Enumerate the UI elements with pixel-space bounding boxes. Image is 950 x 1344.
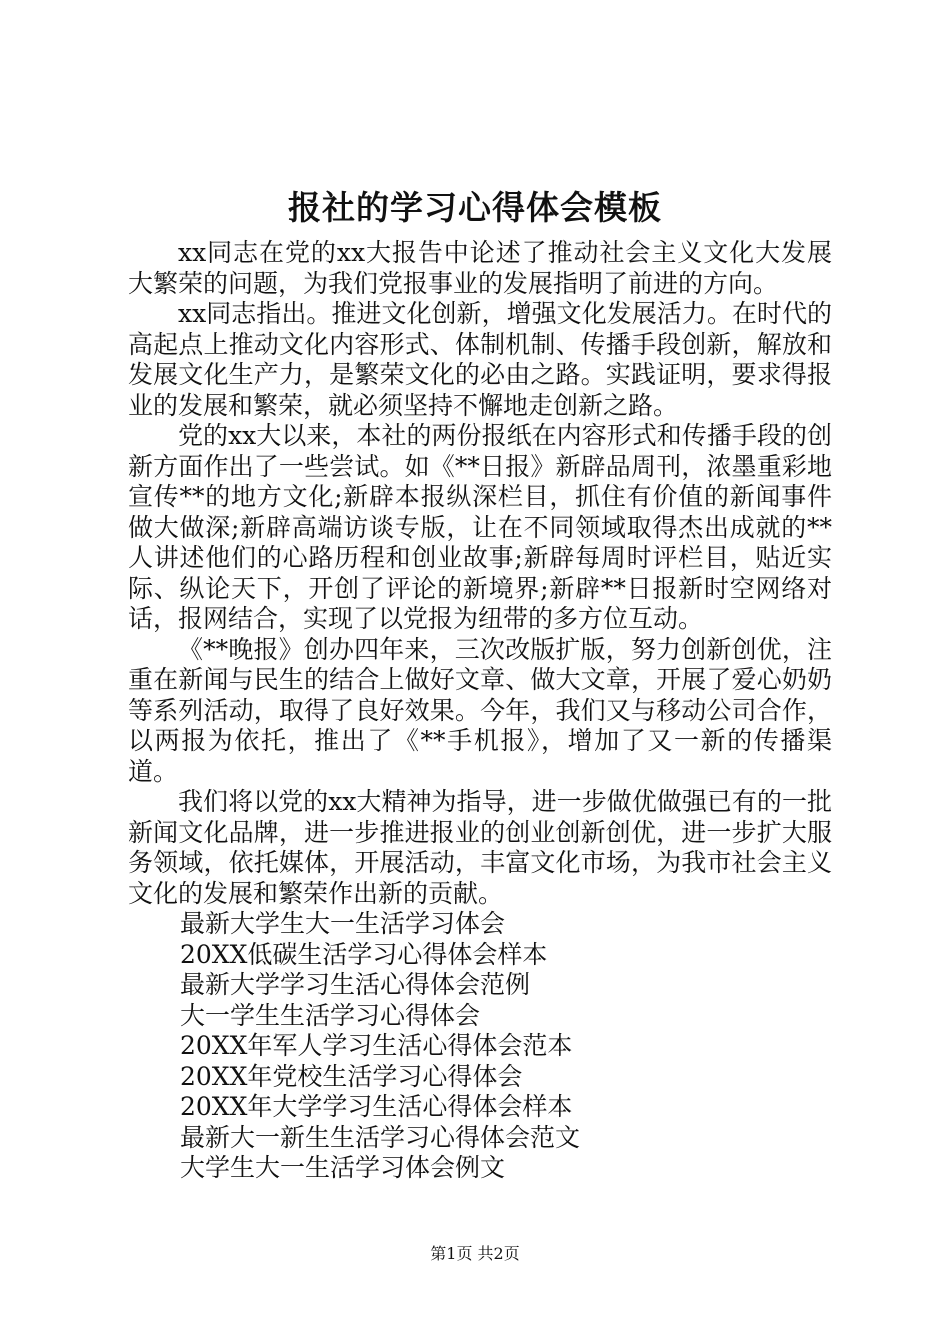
- document-title: 报社的学习心得体会模板: [288, 188, 662, 227]
- related-article-link[interactable]: 20XX低碳生活学习心得体会样本: [180, 939, 548, 969]
- related-articles-list: [128, 909, 832, 1184]
- related-article-link[interactable]: 20XX年军人学习生活心得体会范本: [180, 1031, 573, 1060]
- page-number-footer: 第1页 共2页: [430, 1244, 520, 1263]
- paragraph-5: 我们将以党的xx大精神为指导，进一步做优做强已有的一批新闻文化品牌，进一步推进报业的创业创新创优，进一步扩大服务领域，依托媒体，开展活动，丰富文化市场，为我市社会主义文化的发展和繁荣作出新的贡献。: [128, 787, 832, 908]
- document-body: [128, 238, 832, 1184]
- related-article-link[interactable]: 20XX年大学学习生活心得体会样本: [180, 1092, 573, 1121]
- paragraph-1: xx同志在党的xx大报告中论述了推动社会主义文化大发展大繁荣的问题，为我们党报事业的发展指明了前进的方向。: [128, 238, 832, 298]
- related-article-link[interactable]: 大一学生生活学习心得体会: [180, 1000, 481, 1030]
- paragraph-2: xx同志指出。推进文化创新，增强文化发展活力。在时代的高起点上推动文化内容形式、体制机制、传播手段创新，解放和发展文化生产力，是繁荣文化的必由之路。实践证明，要求得报业的发展和繁荣，就必须坚持不懈地走创新之路。: [128, 299, 832, 420]
- related-article-link[interactable]: 大学生大一生活学习体会例文: [180, 1153, 506, 1182]
- paragraph-3: 党的xx大以来，本社的两份报纸在内容形式和传播手段的创新方面作出了一些尝试。如《**日报》新辟品周刊，浓墨重彩地宣传**的地方文化;新辟本报纵深栏目，抓住有价值的新闻事件做大做深;新辟高端访谈专版，让在不同领域取得杰出成就的**人讲述他们的心路历程和创业故事;新辟每周时评栏目，贴近实际、纵论天下，开创了评论的新境界;新辟**日报新时空网络对话，报网结合，实现了以党报为纽带的多方位互动。: [128, 421, 832, 633]
- related-article-link[interactable]: 最新大学生大一生活学习体会: [180, 909, 506, 938]
- related-article-link[interactable]: 最新大一新生生活学习心得体会范文: [180, 1122, 581, 1152]
- related-article-link[interactable]: 20XX年党校生活学习心得体会: [180, 1061, 523, 1091]
- paragraph-4: 《**晚报》创办四年来，三次改版扩版，努力创新创优，注重在新闻与民生的结合上做好文章、做大文章，开展了爱心奶奶等系列活动，取得了良好效果。今年，我们又与移动公司合作，以两报为依托，推出了《**手机报》，增加了又一新的传播渠道。: [128, 634, 832, 786]
- related-article-link[interactable]: 最新大学学习生活心得体会范例: [180, 970, 531, 999]
